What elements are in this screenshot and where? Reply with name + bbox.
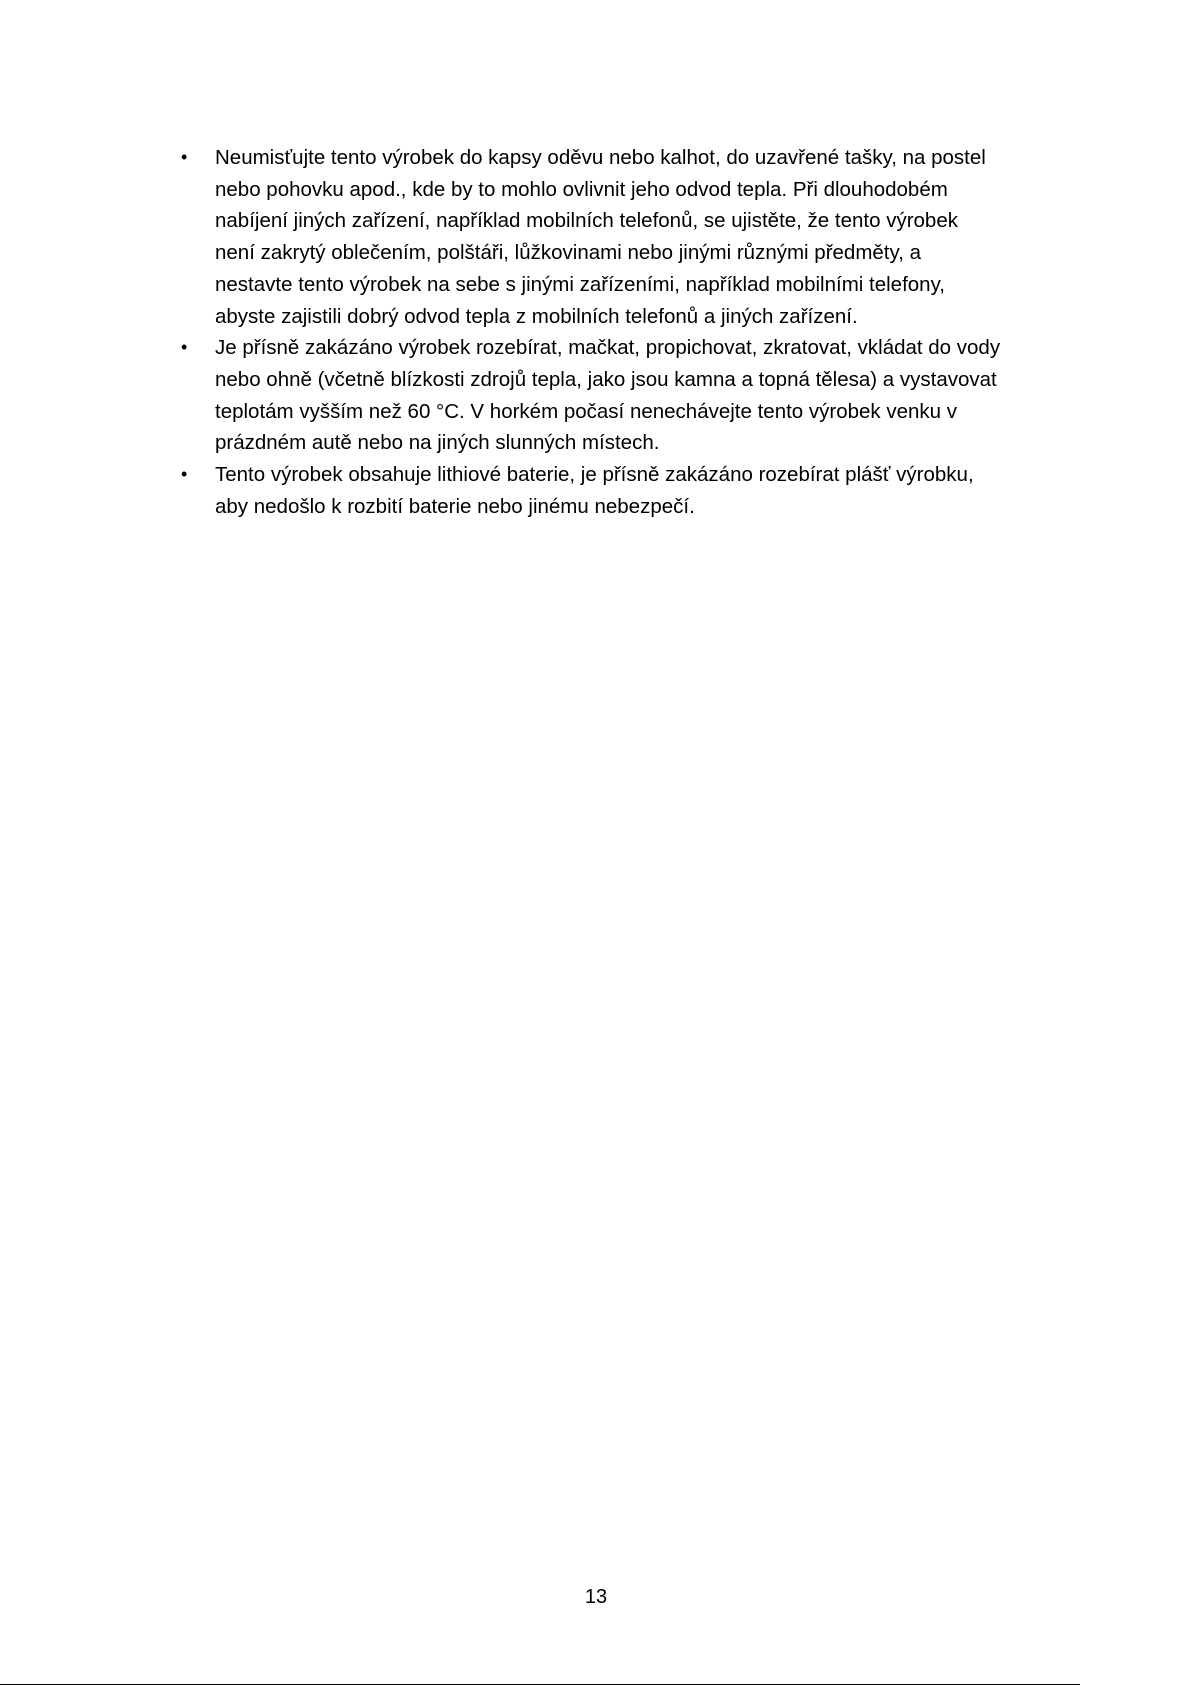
- text-line: Neumisťujte tento výrobek do kapsy oděvu nebo kalhot, do uzavřené tašky, na postel: [215, 146, 986, 169]
- list-item: [181, 332, 1061, 459]
- text-line: teplotám vyšším než 60 °C. V horkém počasí nenechávejte tento výrobek venku v: [215, 399, 958, 423]
- text-line: abyste zajistili dobrý odvod tepla z mobilních telefonů a jiných zařízení.: [215, 304, 858, 328]
- text-line: Je přísně zakázáno výrobek rozebírat, mačkat, propichovat, zkratovat, vkládat do vody: [215, 336, 1001, 360]
- text-line: prázdném autě nebo na jiných slunných místech.: [215, 431, 660, 455]
- text-line: nebo ohně (včetně blízkosti zdrojů tepla, jako jsou kamna a topná tělesa) a vystavovat: [215, 367, 997, 391]
- text-line: Tento výrobek obsahuje lithiové baterie, je přísně zakázáno rozebírat plášť výrobku,: [215, 463, 974, 487]
- text-line: aby nedošlo k rozbití baterie nebo jinému nebezpečí.: [215, 494, 695, 518]
- bullet-marker: •: [181, 147, 188, 167]
- text-line: nabíjení jiných zařízení, například mobilních telefonů, se ujistěte, že tento výrobek: [215, 209, 958, 233]
- bullet-marker: •: [181, 337, 188, 358]
- bullet-marker: •: [181, 464, 188, 485]
- list-item-text: [215, 142, 1061, 332]
- page-number: 13: [584, 1586, 608, 1608]
- text-line: není zakrytý oblečením, polštáři, lůžkovinami nebo jinými různými předměty, a: [215, 241, 922, 265]
- list-item: [181, 142, 1061, 332]
- list-item: [181, 459, 1061, 522]
- text-line: nestavte tento výrobek na sebe s jinými zařízeními, například mobilními telefony,: [215, 272, 945, 296]
- list-item-text: [215, 332, 1061, 459]
- text-line: nebo pohovku apod., kde by to mohlo ovlivnit jeho odvod tepla. Při dlouhodobém: [215, 177, 948, 201]
- list-item-text: [215, 459, 1061, 522]
- safety-bullet-list: [181, 142, 1061, 522]
